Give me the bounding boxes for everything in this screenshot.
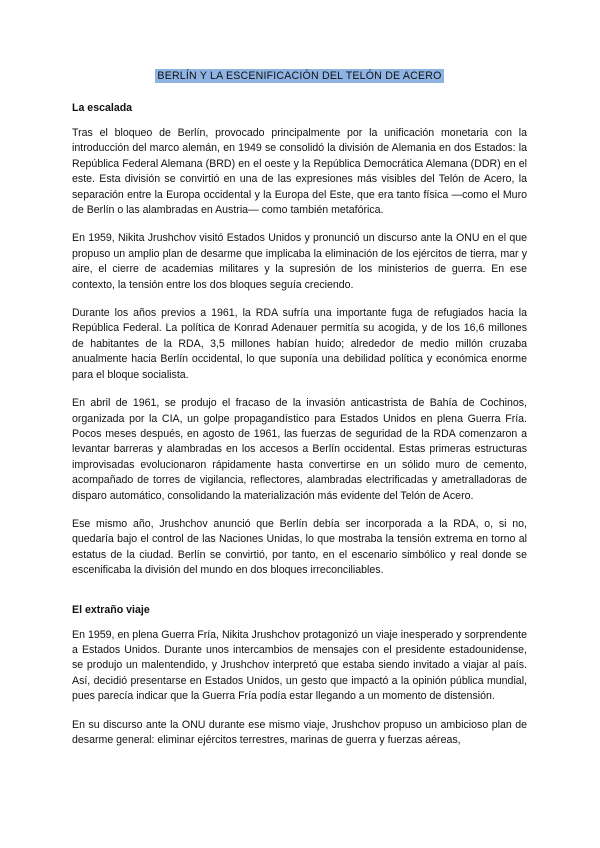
paragraph: En abril de 1961, se produjo el fracaso de la invasión anticastrista de Bahía de Cochinos, organizada por la CIA, un golpe propagandístico para Estados Unidos en plena Guerra Fría. Pocos meses después, en agosto de 1961, las fuerzas de seguridad de la RDA comenzaron a levantar barreras y alambradas en los accesos a Berlín occidental. Estas primeras estructuras improvisadas evolucionaron rápidamente hasta convertirse en un sólido muro de cemento, acompañado de torres de vigilancia, reflectores, alambradas electrificadas y ametralladoras de disparo automático, consolidando la materialización más evidente del Telón de Acero. xyxy=(72,397,527,502)
section-heading: La escalada xyxy=(72,102,133,114)
document-page xyxy=(72,66,527,848)
paragraph: En 1959, Nikita Jrushchov visitó Estados Unidos y pronunció un discurso ante la ONU en el que propuso un amplio plan de desarme que implicaba la eliminación de los ejércitos de tierra, mar y aire, el cierre de academias militares y la supresión de los ministerios de guerra. En ese contexto, la tensión entre los dos bloques seguía creciendo. xyxy=(72,232,527,291)
paragraph: Tras el bloqueo de Berlín, provocado principalmente por la unificación monetaria con la introducción del marco alemán, en 1949 se consolidó la división de Alemania en dos Estados: la República Federal Alemana (BRD) en el oeste y la República Democrática Alemana (DDR) en el este. Esta división se convirtió en una de las expresiones más visibles del Telón de Acero, la separación entre la Europa occidental y la Europa del Este, que era tanto física —como el Muro de Berlín o las alambradas en Austria— como también metafórica. xyxy=(72,127,527,217)
document-title-text: BERLÍN Y LA ESCENIFICACIÓN DEL TELÓN DE ACERO xyxy=(157,70,442,82)
paragraph: En su discurso ante la ONU durante ese mismo viaje, Jrushchov propuso un ambicioso plan de desarme general: eliminar ejércitos terrestres, marinas de guerra y fuerzas aéreas, xyxy=(72,718,527,746)
document-title xyxy=(72,66,527,86)
section-spacer xyxy=(72,592,527,602)
paragraph: Durante los años previos a 1961, la RDA sufría una importante fuga de refugiados hacia la República Federal. La política de Konrad Adenauer permitía su acogida, y de los 16,6 millones de habitantes de la RDA, 3,5 millones habían huido; alrededor de medio millón cruzaba anualmente hacia Berlín occidental, lo que suponía una debilidad política y económica enorme para el bloque socialista. xyxy=(72,307,527,381)
section-el-extrano-viaje xyxy=(72,602,527,749)
paragraph: En 1959, en plena Guerra Fría, Nikita Jrushchov protagonizó un viaje inesperado y sorprendente a Estados Unidos. Durante unos intercambios de mensajes con el presidente estadounidense, se produjo un malentendido, y Jrushchov interpretó que estaba siendo invitado a viajar al país. Así, decidió presentarse en Estados Unidos, un gesto que impactó a la opinión pública mundial, pues parecía indicar que la Guerra Fría podía estar llegando a un momento de distensión. xyxy=(72,628,527,703)
section-heading: El extraño viaje xyxy=(72,603,150,616)
paragraph: Ese mismo año, Jrushchov anunció que Berlín debía ser incorporada a la RDA, o, si no, quedaría bajo el control de las Naciones Unidas, lo que mostraba la tensión extrema en torno al estatus de la ciudad. Berlín se convirtió, por tanto, en el escenario simbólico y real donde se escenificaba la división del mundo en dos bloques irreconciliables. xyxy=(72,517,527,577)
section-la-escalada xyxy=(72,100,527,579)
